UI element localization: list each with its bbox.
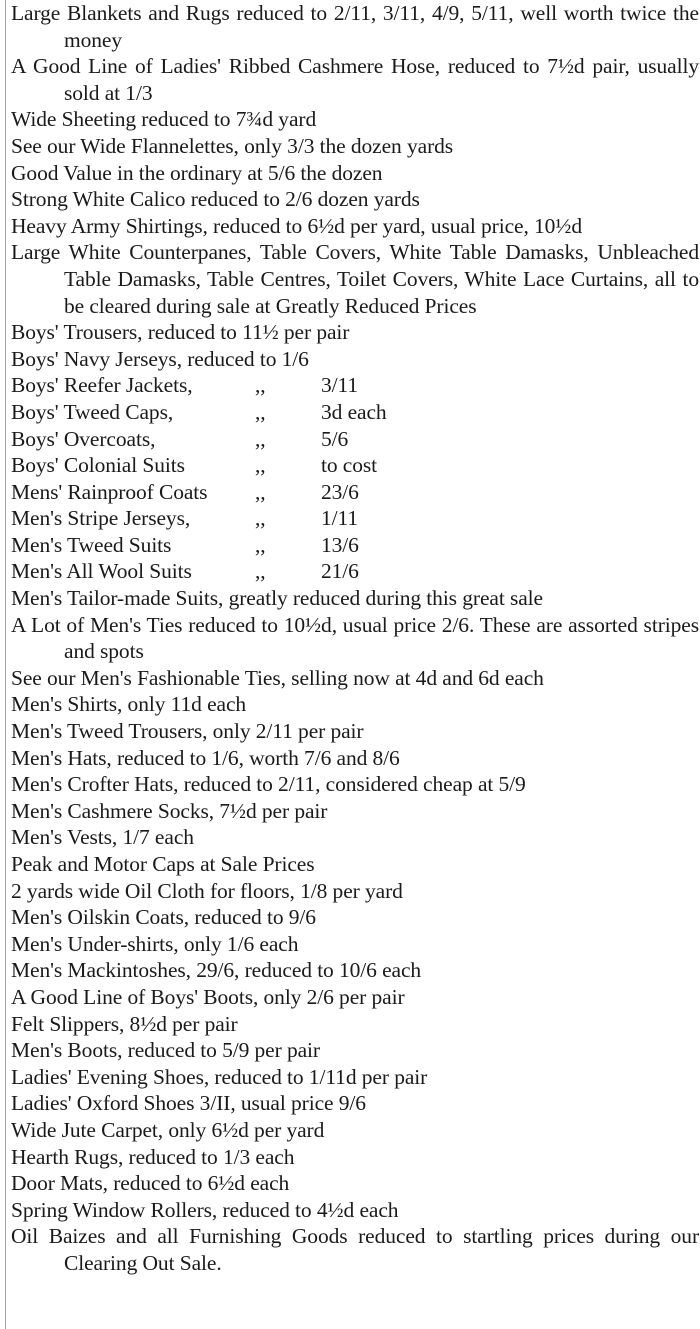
ditto-mark: ,, — [255, 399, 266, 424]
ditto-row — [11, 399, 699, 426]
item-price: 23/6 — [321, 479, 359, 504]
list-item: Men's Hats, reduced to 1/6, worth 7/6 and 8/6 — [11, 745, 400, 770]
ditto-row — [11, 479, 699, 506]
item-price: 13/6 — [321, 532, 359, 557]
list-item: Men's Mackintoshes, 29/6, reduced to 10/6 each — [11, 958, 422, 983]
sale-list — [11, 0, 699, 1277]
list-item: Strong White Calico reduced to 2/6 dozen yards — [11, 187, 420, 212]
ditto-row — [11, 558, 699, 585]
item-name: Boys' Colonial Suits — [11, 453, 185, 478]
list-item: Men's Shirts, only 11d each — [11, 692, 247, 717]
list-item: Boys' Trousers, reduced to 11½ per pair — [11, 320, 350, 345]
list-item: Men's Tailor-made Suits, greatly reduced during this great sale — [11, 586, 543, 611]
list-item: A Good Line of Boys' Boots, only 2/6 per pair — [11, 984, 405, 1009]
list-item: A Good Line of Ladies' Ribbed Cashmere Hose, reduced to 7½d pair, usually sold at 1/3 — [11, 54, 699, 105]
item-name: Men's Stripe Jerseys, — [11, 506, 191, 531]
item-price: 1/11 — [321, 506, 359, 531]
ditto-mark: ,, — [255, 559, 266, 584]
list-item: Ladies' Oxford Shoes 3/II, usual price 9/6 — [11, 1091, 366, 1116]
list-item: Oil Baizes and all Furnishing Goods reduced to startling prices during our Clearing Out Sale. — [11, 1224, 699, 1275]
item-name: Boys' Overcoats, — [11, 426, 156, 451]
ditto-mark: ,, — [255, 426, 266, 451]
list-item: Peak and Motor Caps at Sale Prices — [11, 852, 315, 876]
column-rule — [5, 0, 6, 1329]
item-price: 5/6 — [321, 426, 349, 451]
ditto-row — [11, 372, 699, 399]
item-name: Boys' Reefer Jackets, — [11, 373, 193, 398]
item-price: to cost — [321, 453, 378, 478]
list-item: Good Value in the ordinary at 5/6 the dozen — [11, 160, 383, 185]
list-item: Men's Tweed Trousers, only 2/11 per pair — [11, 719, 364, 744]
item-price: 3/11 — [321, 373, 359, 398]
item-name: Boys' Tweed Caps, — [11, 399, 174, 424]
ditto-mark: ,, — [255, 453, 266, 478]
ditto-row — [11, 426, 699, 453]
list-item: 2 yards wide Oil Cloth for floors, 1/8 per yard — [11, 878, 403, 903]
ditto-row — [11, 505, 699, 532]
list-item: Large Blankets and Rugs reduced to 2/11, 3/11, 4/9, 5/11, well worth twice the money — [11, 1, 699, 52]
item-name: Men's Tweed Suits — [11, 532, 172, 557]
list-item: Men's Cashmere Socks, 7½d per pair — [11, 798, 328, 823]
ditto-mark: ,, — [255, 373, 266, 398]
list-item: Ladies' Evening Shoes, reduced to 1/11d per pair — [11, 1064, 428, 1089]
list-item: Men's Under-shirts, only 1/6 each — [11, 931, 299, 956]
ditto-row — [11, 532, 699, 559]
item-price: 3d each — [321, 399, 387, 424]
list-item: Door Mats, reduced to 6½d each — [11, 1171, 290, 1196]
list-item: See our Men's Fashionable Ties, selling now at 4d and 6d each — [11, 665, 544, 690]
list-item: Wide Sheeting reduced to 7¾d yard — [11, 107, 317, 132]
item-name: Mens' Rainproof Coats — [11, 479, 208, 504]
list-item: Men's Crofter Hats, reduced to 2/11, considered cheap at 5/9 — [11, 772, 526, 797]
ditto-mark: ,, — [255, 532, 266, 557]
list-item: See our Wide Flannelettes, only 3/3 the dozen yards — [11, 133, 454, 158]
list-item: Felt Slippers, 8½d per pair — [11, 1011, 238, 1036]
list-item: Large White Counterpanes, Table Covers, White Table Damasks, Unbleached Table Damasks, Table Centres, Toilet Covers, White Lace Curtains, all to be cleared during sale at Greatly Reduced Prices — [11, 240, 699, 318]
item-price: 21/6 — [321, 559, 359, 584]
item-name: Men's All Wool Suits — [11, 559, 192, 584]
list-item: Men's Oilskin Coats, reduced to 9/6 — [11, 905, 316, 930]
list-item: Boys' Navy Jerseys, reduced to 1/6 — [11, 346, 309, 371]
list-item: Heavy Army Shirtings, reduced to 6½d per yard, usual price, 10½d — [11, 213, 582, 238]
list-item: Spring Window Rollers, reduced to 4½d each — [11, 1197, 399, 1222]
ditto-mark: ,, — [255, 506, 266, 531]
list-item: Hearth Rugs, reduced to 1/3 each — [11, 1144, 295, 1169]
list-item: Men's Vests, 1/7 each — [11, 825, 194, 850]
ditto-mark: ,, — [255, 479, 266, 504]
list-item: Wide Jute Carpet, only 6½d per yard — [11, 1117, 325, 1142]
list-item: A Lot of Men's Ties reduced to 10½d, usual price 2/6. These are assorted stripes and spots — [11, 612, 699, 664]
list-item: Men's Boots, reduced to 5/9 per pair — [11, 1038, 320, 1063]
ditto-row — [11, 452, 699, 479]
